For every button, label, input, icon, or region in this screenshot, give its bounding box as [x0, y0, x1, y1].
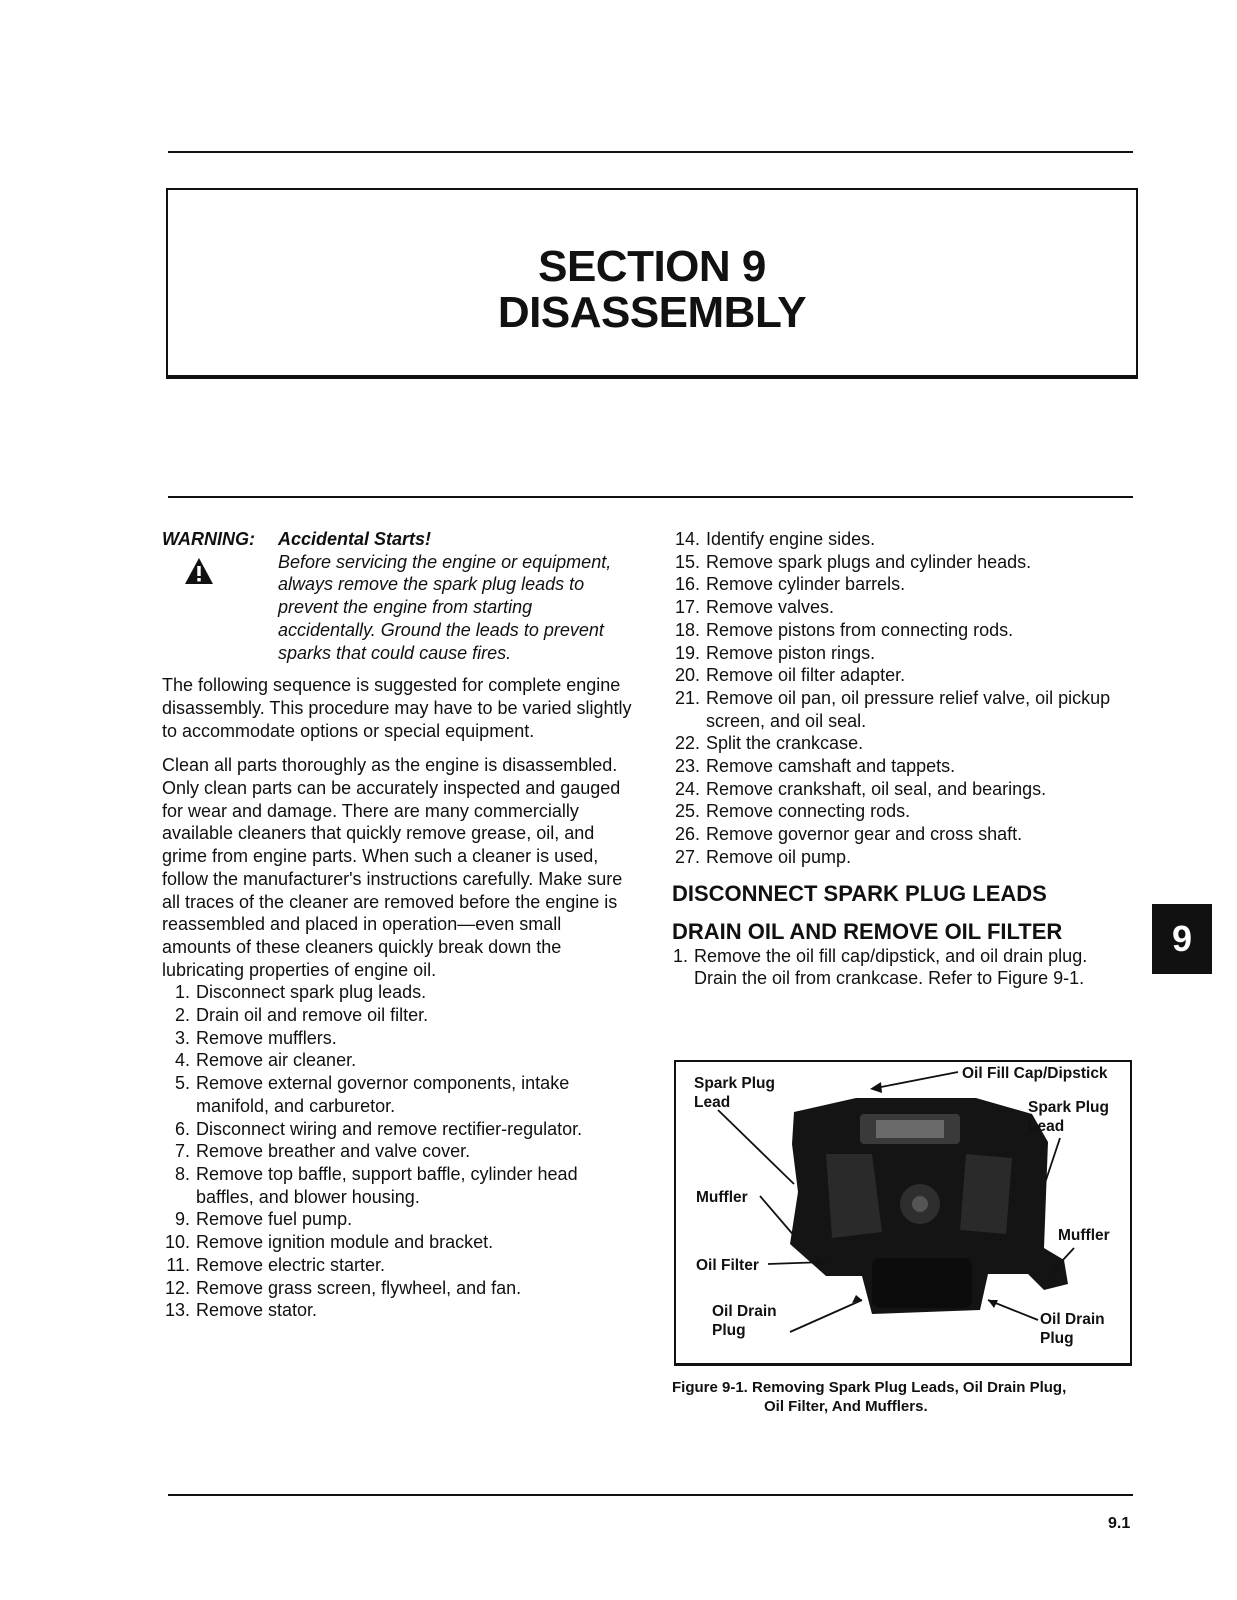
list-item: 10. Remove ignition module and bracket. [164, 1232, 494, 1253]
list-item: 4. Remove air cleaner. [174, 1050, 357, 1071]
figure-caption [672, 1378, 1142, 1416]
list-item: 22. Split the crankcase. [674, 733, 864, 754]
callout-oil-drain-plug-right: Oil Drain Plug [1040, 1311, 1105, 1347]
list-item: 17. Remove valves. [674, 597, 835, 618]
list-item: 2. Drain oil and remove oil filter. [174, 1005, 429, 1026]
caption-line-2: Oil Filter, And Mufflers. [764, 1398, 928, 1415]
list-item: 25. Remove connecting rods. [674, 801, 911, 822]
list-item: 8. Remove top baffle, support baffle, cylinder head baffles, and blower housing. [174, 1163, 578, 1207]
list-item: 13. Remove stator. [164, 1300, 318, 1321]
warning-header [162, 528, 632, 551]
list-item: 5. Remove external governor components, intake manifold, and carburetor. [174, 1073, 570, 1116]
list-item: 24. Remove crankshaft, oil seal, and bearings. [674, 778, 1047, 799]
list-item: 6. Disconnect wiring and remove rectifier-regulator. [174, 1118, 583, 1139]
list-item: 1. Remove the oil fill cap/dipstick, and oil drain plug. Drain the oil from crankcase. Refer to Figure 9-1. [672, 945, 1088, 989]
page-number: 9.1 [1108, 1515, 1131, 1532]
warning-label: WARNING: [162, 529, 255, 549]
warning-triangle-icon [184, 557, 214, 585]
list-item: 9. Remove fuel pump. [174, 1209, 353, 1230]
callout-oil-fill-cap: Oil Fill Cap/Dipstick [962, 1065, 1108, 1082]
list-item: 18. Remove pistons from connecting rods. [674, 619, 1014, 640]
list-item: 26. Remove governor gear and cross shaft. [674, 824, 1023, 845]
bottom-rule [168, 1494, 1133, 1496]
callout-oil-filter: Oil Filter [696, 1257, 759, 1274]
content-top-rule [168, 496, 1133, 498]
callout-spark-plug-lead-left: Spark Plug Lead [694, 1075, 775, 1111]
list-item: 23. Remove camshaft and tappets. [674, 756, 956, 777]
section-title-box [166, 188, 1138, 379]
callout-oil-drain-plug-left: Oil Drain Plug [712, 1303, 777, 1339]
callout-spark-plug-lead-right: Spark Plug Lead [1028, 1099, 1109, 1135]
section-number: SECTION 9 [538, 242, 766, 291]
list-item: 21. Remove oil pan, oil pressure relief valve, oil pickup screen, and oil seal. [674, 687, 1111, 731]
heading-disconnect-spark-plug-leads: DISCONNECT SPARK PLUG LEADS [672, 880, 1047, 906]
warning-text: Before servicing the engine or equipment, always remove the spark plug leads to prevent the engine from starting accidentally. Ground the leads to prevent sparks that could cause fires. [278, 551, 612, 663]
drain-oil-instructions [672, 945, 1122, 990]
intro-paragraph-2: Clean all parts thoroughly as the engine is disassembled. Only clean parts can be accurately inspected and gauged for wear and damage. There are many commercially available cleaners that quickly remove grease, oil, and grime from engine parts. When such a cleaner is used, follow the manufacturer's instructions carefully. Make sure all traces of the cleaner are removed before the engine is reassembled and placed in operation—even small amounts of these cleaners quickly break down the lubricating properties of engine oil. [162, 755, 623, 980]
list-item: 12. Remove grass screen, flywheel, and fan. [164, 1277, 522, 1298]
warning-heading: Accidental Starts! [278, 529, 432, 549]
disassembly-steps-left [162, 981, 632, 1322]
list-item: 1. Disconnect spark plug leads. [174, 982, 427, 1003]
intro-paragraph-1: The following sequence is suggested for complete engine disassembly. This procedure may have to be varied slightly to accommodate options or special equipment. [162, 675, 632, 741]
section-title: DISASSEMBLY [497, 288, 807, 337]
list-item: 27. Remove oil pump. [674, 846, 852, 867]
list-item: 20. Remove oil filter adapter. [674, 665, 906, 686]
right-column [672, 528, 1122, 990]
disassembly-steps-right [672, 528, 1122, 869]
list-item: 14. Identify engine sides. [674, 529, 876, 549]
figure-9-1 [674, 1060, 1132, 1366]
list-item: 7. Remove breather and valve cover. [174, 1141, 471, 1162]
section-tab: 9 [1152, 904, 1212, 974]
left-column [162, 528, 632, 1322]
list-item: 3. Remove mufflers. [174, 1027, 337, 1048]
top-rule [168, 151, 1133, 153]
callout-muffler-left: Muffler [696, 1189, 748, 1206]
list-item: 19. Remove piston rings. [674, 642, 876, 663]
caption-line-1: Figure 9-1. Removing Spark Plug Leads, Oil Drain Plug, [672, 1379, 1067, 1396]
list-item: 16. Remove cylinder barrels. [674, 574, 906, 595]
list-item: 15. Remove spark plugs and cylinder heads. [674, 551, 1032, 572]
callout-muffler-right: Muffler [1058, 1227, 1110, 1244]
list-item: 11. Remove electric starter. [166, 1254, 386, 1275]
heading-drain-oil: DRAIN OIL AND REMOVE OIL FILTER [672, 918, 1063, 944]
warning-body [278, 551, 618, 665]
